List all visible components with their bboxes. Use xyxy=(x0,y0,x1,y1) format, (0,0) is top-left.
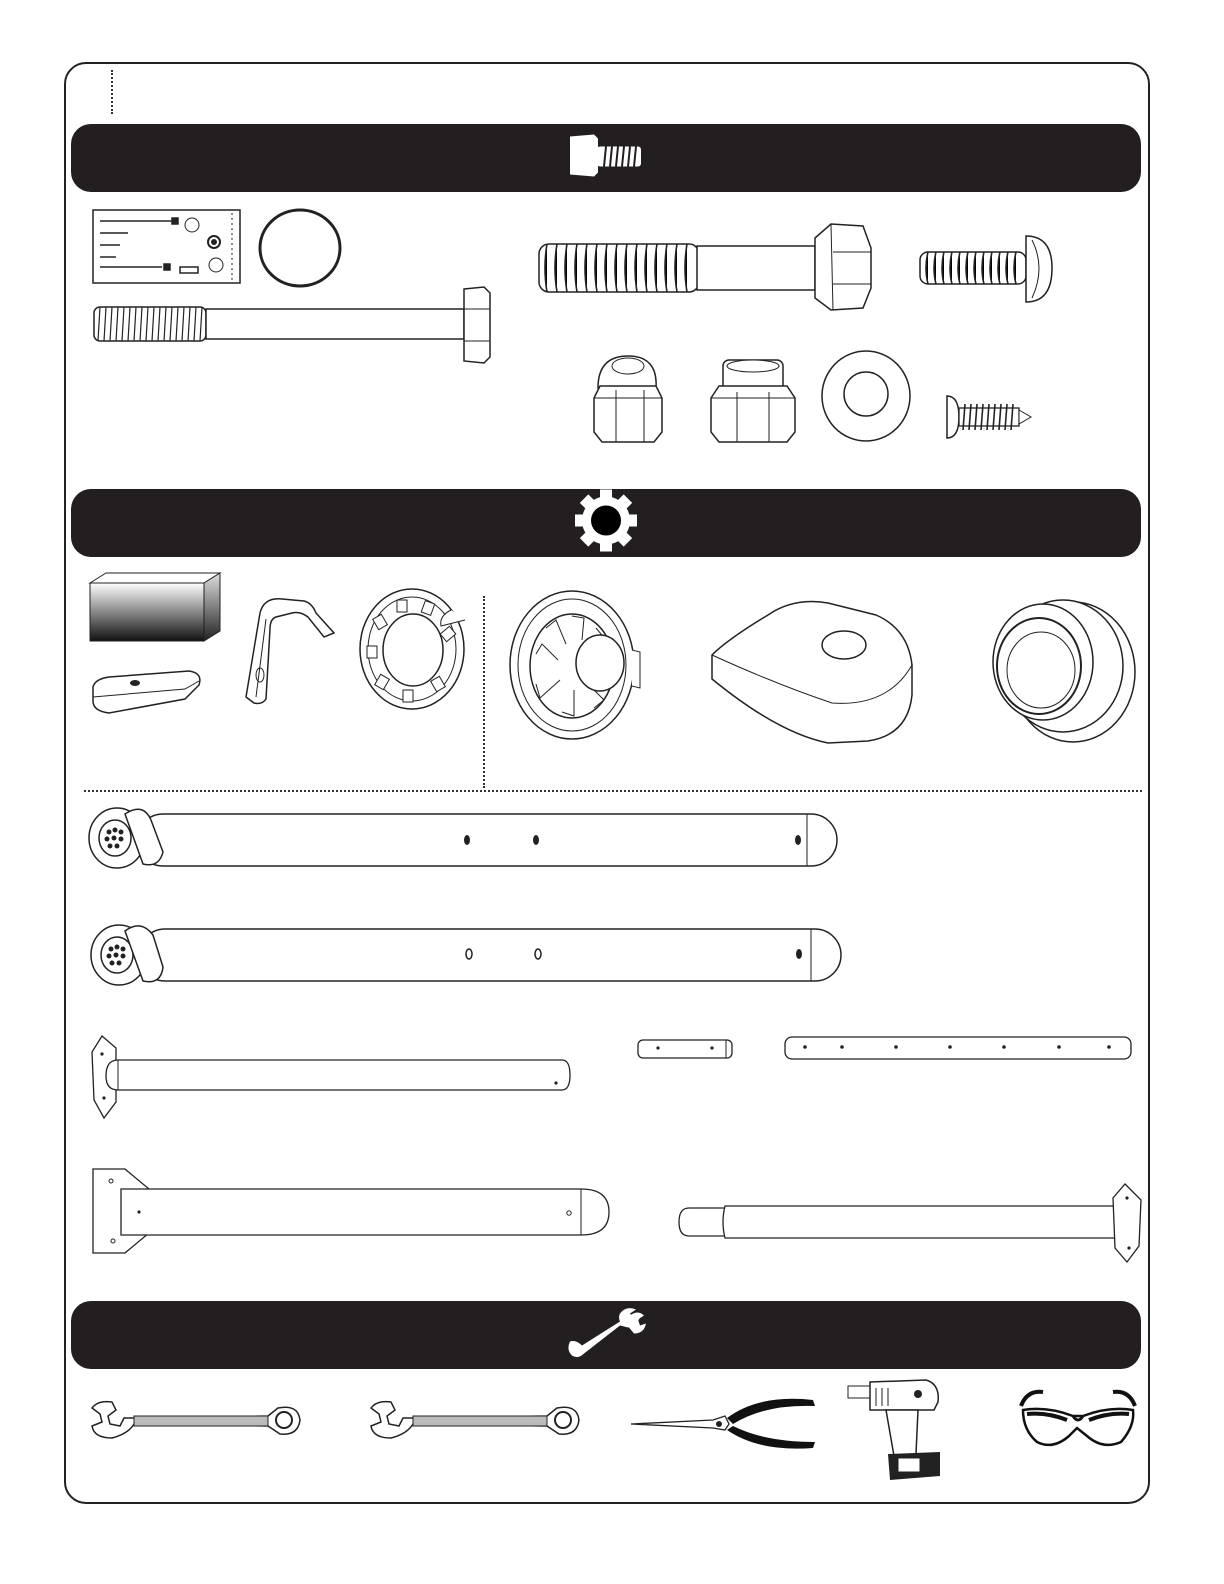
bent-bracket xyxy=(242,593,340,707)
acorn-cap-nut xyxy=(590,352,666,444)
self-drilling-screw xyxy=(943,392,1035,442)
gear-icon xyxy=(571,486,641,561)
o-ring xyxy=(257,206,343,290)
tools-section-banner xyxy=(71,1301,1141,1369)
hardware-card xyxy=(92,209,242,285)
hex-bolt xyxy=(537,222,877,314)
short-link xyxy=(636,1038,734,1060)
arm-bar-b xyxy=(89,921,849,991)
safety-glasses xyxy=(1017,1386,1139,1456)
plastic-wedge xyxy=(89,667,205,721)
tube-with-plate-short xyxy=(90,1034,574,1120)
hardware-section-banner xyxy=(71,124,1141,192)
ratchet-ring xyxy=(355,586,469,712)
combination-wrench-a xyxy=(88,1398,304,1442)
bearing-cup xyxy=(983,590,1139,746)
long-hex-bolt xyxy=(92,285,492,365)
tube-with-plate-long xyxy=(677,1182,1145,1266)
wrench-icon xyxy=(564,1306,648,1365)
cordless-drill xyxy=(846,1376,942,1486)
arm-bar-a xyxy=(87,804,847,876)
combination-wrench-b xyxy=(367,1398,583,1442)
parts-divider-horizontal xyxy=(84,790,1142,792)
channel-with-plate xyxy=(91,1167,613,1257)
parts-divider-vertical xyxy=(483,596,485,788)
foam-block xyxy=(88,571,224,643)
flat-washer xyxy=(819,349,913,443)
parts-section-banner xyxy=(71,489,1141,557)
button-head-bolt xyxy=(918,232,1054,306)
lock-nut xyxy=(707,356,799,444)
perforated-strap xyxy=(783,1035,1133,1061)
corner-dotted-mark xyxy=(111,70,113,114)
wheel-hub xyxy=(506,588,644,742)
needle-nose-pliers xyxy=(629,1394,819,1452)
end-cap xyxy=(708,595,918,747)
bolt-icon xyxy=(564,131,648,186)
